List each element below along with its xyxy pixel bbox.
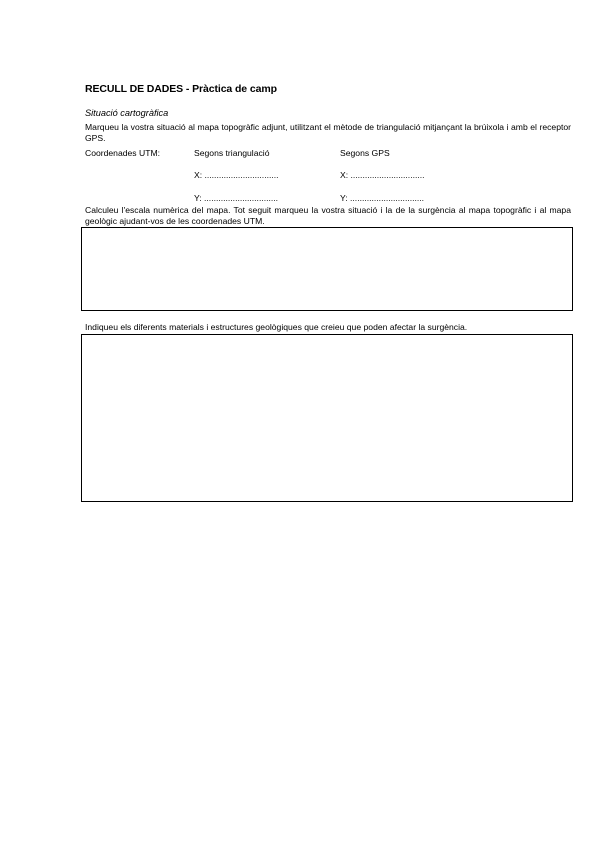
x-field-triangulation[interactable]: X: ............................... (194, 170, 279, 180)
utm-coordinates-label: Coordenades UTM: (85, 148, 160, 158)
instruction-scale-and-mark: Calculeu l'escala numèrica del mapa. Tot seguit marqueu la vostra situació i la de la surgència al mapa topogràfic i al mapa geològic ajudant-vos de les coordenades UTM. (85, 205, 571, 226)
instruction-locate-position: Marqueu la vostra situació al mapa topogràfic adjunt, utilitzant el mètode de triangulació mitjançant la brúixola i amb el receptor GPS. (85, 122, 571, 143)
title-rest-part: Pràctica de camp (192, 83, 277, 95)
section-heading-cartography: Situació cartogràfica (85, 108, 169, 118)
y-field-triangulation[interactable]: Y: ............................... (194, 193, 279, 203)
instruction-materials-structures: Indiqueu els diferents materials i estructures geològiques que creieu que poden afectar la surgència. (85, 322, 468, 332)
page-title (85, 83, 277, 95)
answer-box-materials[interactable] (81, 334, 573, 502)
x-field-gps[interactable]: X: ............................... (340, 170, 425, 180)
answer-box-scale[interactable] (81, 227, 573, 311)
column-header-triangulation: Segons triangulació (194, 148, 270, 158)
title-bold-part: RECULL DE DADES - (85, 83, 193, 95)
column-header-gps: Segons GPS (340, 148, 390, 158)
y-field-gps[interactable]: Y: ............................... (340, 193, 425, 203)
